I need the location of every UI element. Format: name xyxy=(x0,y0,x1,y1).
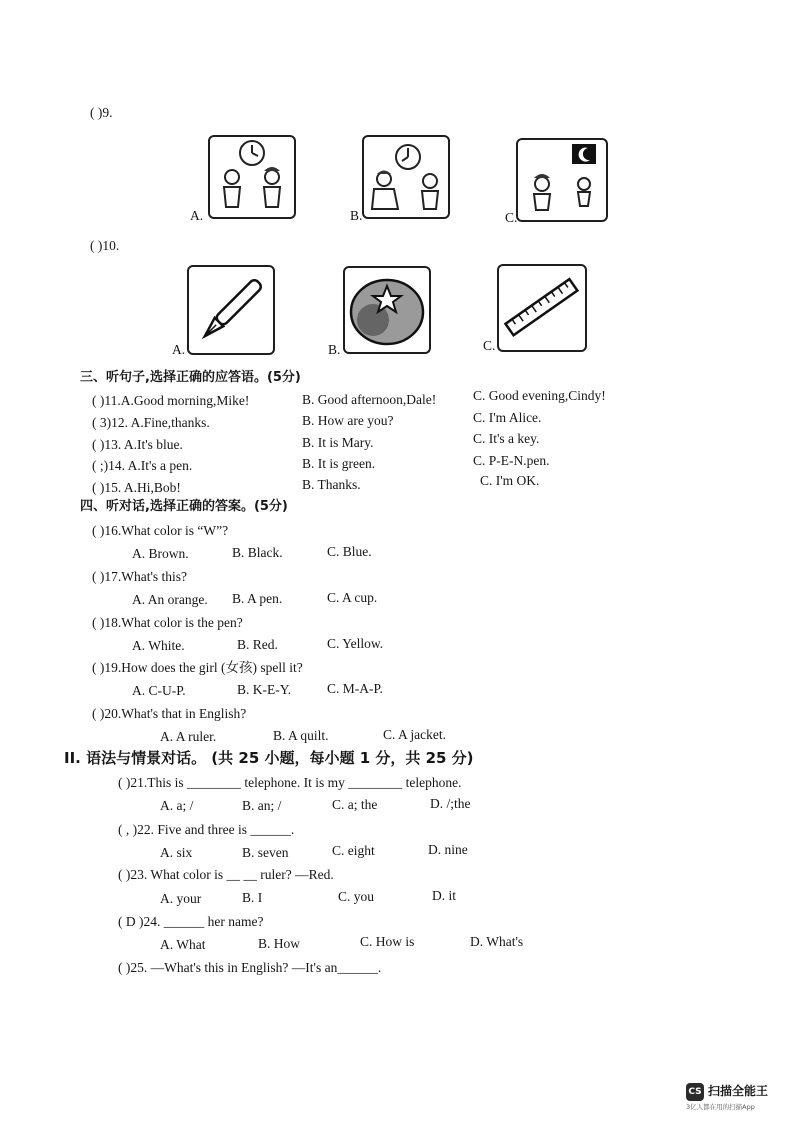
q11-option-c: C. Good evening,Cindy! xyxy=(473,388,606,403)
q24-option-a: A. What xyxy=(160,937,206,952)
q9-option-b-label: B. xyxy=(350,208,363,223)
q22-option-c: C. eight xyxy=(332,843,375,858)
q11-stem: ( )11.A.Good morning,Mike! xyxy=(92,393,250,408)
q17-option-b: B. A pen. xyxy=(232,591,283,606)
section3-title: 三、听句子,选择正确的应答语。(5分) xyxy=(80,370,301,385)
pen-icon xyxy=(189,267,273,353)
q10-picture-a xyxy=(187,265,275,355)
q19-option-c: C. M-A-P. xyxy=(327,681,383,696)
q13-stem: ( )13. A.It's blue. xyxy=(92,437,183,452)
q24-option-d: D. What's xyxy=(470,934,524,949)
q22-stem: ( , )22. Five and three is ______. xyxy=(118,822,295,837)
q9-number: ( )9. xyxy=(90,105,113,120)
orange-icon xyxy=(345,268,429,352)
q24-stem: ( D )24. ______ her name? xyxy=(118,914,264,929)
q22-option-b: B. seven xyxy=(242,845,289,860)
q12-option-c: C. I'm Alice. xyxy=(473,410,542,425)
q23-stem: ( )23. What color is __ __ ruler? —Red. xyxy=(118,867,334,882)
q19-stem: ( )19.How does the girl (女孩) spell it? xyxy=(92,660,303,675)
q21-option-d: D. /;the xyxy=(430,796,471,811)
q18-option-a: A. White. xyxy=(132,638,185,653)
q19-option-b: B. K-E-Y. xyxy=(237,682,292,697)
q17-option-a: A. An orange. xyxy=(132,592,208,607)
q13-option-b: B. It is Mary. xyxy=(302,435,374,450)
q15-stem: ( )15. A.Hi,Bob! xyxy=(92,480,181,495)
q9-picture-b xyxy=(362,135,450,219)
q24-option-c: C. How is xyxy=(360,934,415,949)
q17-stem: ( )17.What's this? xyxy=(92,569,188,584)
q18-option-b: B. Red. xyxy=(237,637,278,652)
morning-scene-icon xyxy=(210,137,294,217)
q20-stem: ( )20.What's that in English? xyxy=(92,706,247,721)
section2-title: II. 语法与情景对话。 (共 25 小题，每小题 1 分，共 25 分) xyxy=(64,749,474,767)
q16-option-b: B. Black. xyxy=(232,545,283,560)
q17-option-c: C. A cup. xyxy=(327,590,378,605)
q25-stem: ( )25. —What's this in English? —It's an______. xyxy=(118,960,382,975)
q15-option-c: C. I'm OK. xyxy=(480,473,540,488)
q9-option-c-label: C. xyxy=(505,210,518,225)
ruler-icon xyxy=(499,266,585,350)
q21-option-a: A. a; / xyxy=(160,798,194,813)
q10-option-c-label: C. xyxy=(483,338,496,353)
q12-option-b: B. How are you? xyxy=(302,413,394,428)
q13-option-c: C. It's a key. xyxy=(473,431,540,446)
q10-option-a-label: A. xyxy=(172,342,186,357)
q11-option-b: B. Good afternoon,Dale! xyxy=(302,392,437,407)
q21-option-b: B. an; / xyxy=(242,798,282,813)
q18-option-c: C. Yellow. xyxy=(327,636,384,651)
q12-stem: ( 3)12. A.Fine,thanks. xyxy=(92,415,210,430)
night-scene-icon xyxy=(518,140,606,220)
q14-stem: ( ;)14. A.It's a pen. xyxy=(92,458,193,473)
q14-option-b: B. It is green. xyxy=(302,456,376,471)
q16-option-a: A. Brown. xyxy=(132,546,189,561)
q23-option-c: C. you xyxy=(338,889,375,904)
afternoon-scene-icon xyxy=(364,137,448,217)
q18-stem: ( )18.What color is the pen? xyxy=(92,615,243,630)
q24-option-b: B. How xyxy=(258,936,301,951)
q10-option-b-label: B. xyxy=(328,342,341,357)
q20-option-c: C. A jacket. xyxy=(383,727,446,742)
q22-option-d: D. nine xyxy=(428,842,468,857)
q23-option-d: D. it xyxy=(432,888,457,903)
q16-option-c: C. Blue. xyxy=(327,544,372,559)
q21-option-c: C. a; the xyxy=(332,797,378,812)
q22-option-a: A. six xyxy=(160,845,193,860)
q14-option-c: C. P-E-N.pen. xyxy=(473,453,550,468)
q10-picture-c xyxy=(497,264,587,352)
q20-option-b: B. A quilt. xyxy=(273,728,329,743)
q23-option-b: B. I xyxy=(242,890,263,905)
q10-picture-b xyxy=(343,266,431,354)
section4-title: 四、听对话,选择正确的答案。(5分) xyxy=(80,499,288,514)
q21-stem: ( )21.This is ________ telephone. It is my ________ telephone. xyxy=(118,775,462,790)
q9-option-a-label: A. xyxy=(190,208,204,223)
q9-picture-c xyxy=(516,138,608,222)
watermark-tagline: 3亿人都在用的扫描App xyxy=(686,1103,755,1111)
q9-picture-a xyxy=(208,135,296,219)
q23-option-a: A. your xyxy=(160,891,202,906)
q19-option-a: A. C-U-P. xyxy=(132,683,186,698)
camscanner-logo: CS xyxy=(686,1083,704,1101)
q20-option-a: A. A ruler. xyxy=(160,729,217,744)
q10-number: ( )10. xyxy=(90,238,120,253)
watermark-name: 扫描全能王 xyxy=(708,1084,769,1098)
q15-option-b: B. Thanks. xyxy=(302,477,361,492)
q16-stem: ( )16.What color is “W”? xyxy=(92,523,229,538)
